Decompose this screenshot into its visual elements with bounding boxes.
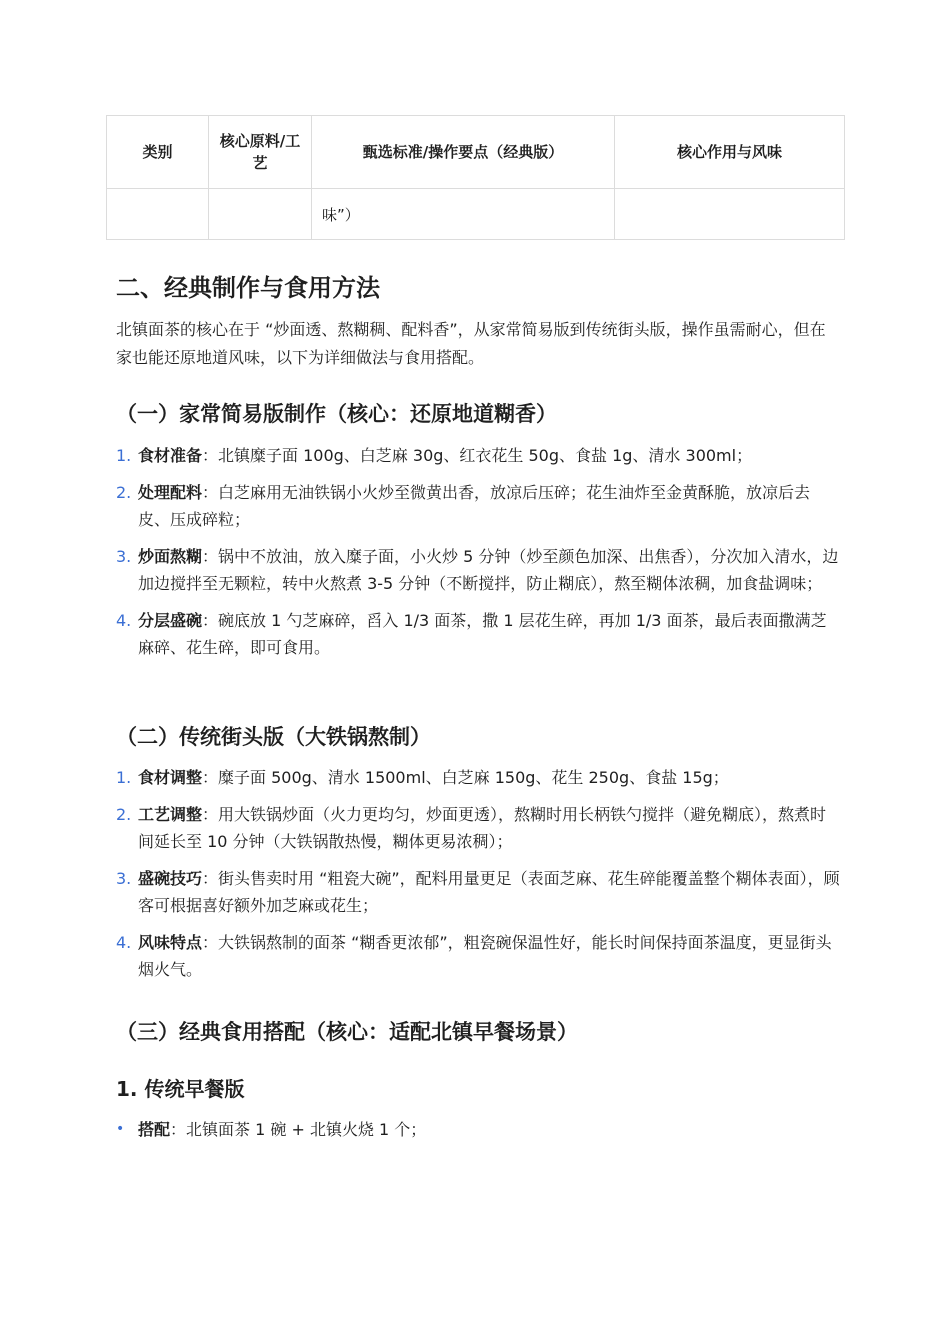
table-cell <box>107 189 209 240</box>
list-item-text: ：用大铁锅炒面（火力更均匀，炒面更透），熬糊时用长柄铁勺搅拌（避免糊底），熬煮时间延长至 10 分钟（大铁锅散热慢，糊体更易浓稠）； <box>138 804 827 851</box>
pairing-heading-breakfast: 1. 传统早餐版 <box>116 1077 245 1101</box>
list-number: 2. <box>116 482 132 502</box>
ingredient-table <box>106 115 845 240</box>
table-header-standard: 甄选标准/操作要点（经典版） <box>312 116 615 189</box>
list-number: 4. <box>116 932 132 952</box>
list-item-text: ：锅中不放油，放入糜子面，小火炒 5 分钟（炒至颜色加深、出焦香），分次加入清水，边加边搅拌至无颗粒，转中火熬煮 3-5 分钟（不断搅拌，防止糊底），熬至糊体浓稠，加食盐调味； <box>138 546 839 593</box>
table-header-row <box>107 116 845 189</box>
table-header-flavor: 核心作用与风味 <box>615 116 845 189</box>
section-intro: 北镇面茶的核心在于 “炒面透、熬糊稠、配料香”，从家常简易版到传统街头版，操作虽需耐心，但在家也能还原地道风味，以下为详细做法与食用搭配。 <box>116 320 826 367</box>
list-item <box>116 442 840 470</box>
list-item <box>116 607 840 662</box>
list-item <box>116 1116 840 1144</box>
bullet-icon: • <box>116 1121 125 1137</box>
list-number: 2. <box>116 804 132 824</box>
subsection-heading-street: （二）传统街头版（大铁锅熬制） <box>116 725 431 749</box>
subsection-heading-home: （一）家常简易版制作（核心：还原地道糊香） <box>116 402 557 426</box>
list-item <box>116 479 840 534</box>
list-item-label: 搭配 <box>138 1120 171 1139</box>
table-header-material: 核心原料/工艺 <box>209 116 312 189</box>
list-number: 3. <box>116 546 132 566</box>
list-item-text: ：街头售卖时用 “粗瓷大碗”，配料用量更足（表面芝麻、花生碎能覆盖整个糊体表面），顾客可根据喜好额外加芝麻或花生； <box>138 868 840 915</box>
section-heading: 二、经典制作与食用方法 <box>116 274 380 302</box>
list-number: 3. <box>116 868 132 888</box>
list-item-text: ：北镇糜子面 100g、白芝麻 30g、红衣花生 50g、食盐 1g、清水 300ml； <box>202 446 753 465</box>
list-item-text: ：碗底放 1 勺芝麻碎，舀入 1/3 面茶，撒 1 层花生碎，再加 1/3 面茶，最后表面撒满芝麻碎、花生碎，即可食用。 <box>138 610 827 657</box>
list-item <box>116 929 840 984</box>
list-item-text: ：大铁锅熬制的面茶 “糊香更浓郁”，粗瓷碗保温性好，能长时间保持面茶温度，更显街头烟火气。 <box>138 932 832 979</box>
list-number: 1. <box>116 768 132 787</box>
list-number: 1. <box>116 446 132 465</box>
home-steps-list <box>116 442 840 662</box>
table-cell <box>209 189 312 240</box>
list-item-text: ：白芝麻用无油铁锅小火炒至微黄出香，放凉后压碎；花生油炸至金黄酥脆，放凉后去皮、压成碎粒； <box>138 482 811 529</box>
table-cell: 味”） <box>312 189 615 240</box>
table-cell <box>615 189 845 240</box>
list-item <box>116 801 840 856</box>
list-item <box>116 543 840 598</box>
list-item-label: 工艺调整 <box>138 804 203 824</box>
pairing-list <box>116 1116 840 1144</box>
list-item-label: 分层盛碗 <box>138 610 203 630</box>
list-item-text: ：糜子面 500g、清水 1500ml、白芝麻 150g、花生 250g、食盐 15g； <box>202 768 729 787</box>
list-item-label: 盛碗技巧 <box>138 868 203 888</box>
list-item-label: 食材调整 <box>138 768 203 787</box>
list-item-label: 处理配料 <box>138 482 203 502</box>
list-item-label: 食材准备 <box>138 446 203 465</box>
list-number: 4. <box>116 610 132 630</box>
list-item <box>116 764 840 792</box>
subsection-heading-pairing: （三）经典食用搭配（核心：适配北镇早餐场景） <box>116 1020 578 1044</box>
list-item-label: 炒面熬糊 <box>138 546 203 566</box>
list-item-text: ：北镇面茶 1 碗 + 北镇火烧 1 个； <box>170 1120 427 1139</box>
table-header-category: 类别 <box>107 116 209 189</box>
table-row <box>107 189 845 240</box>
list-item-label: 风味特点 <box>138 932 203 952</box>
list-item <box>116 865 840 920</box>
street-steps-list <box>116 764 840 984</box>
